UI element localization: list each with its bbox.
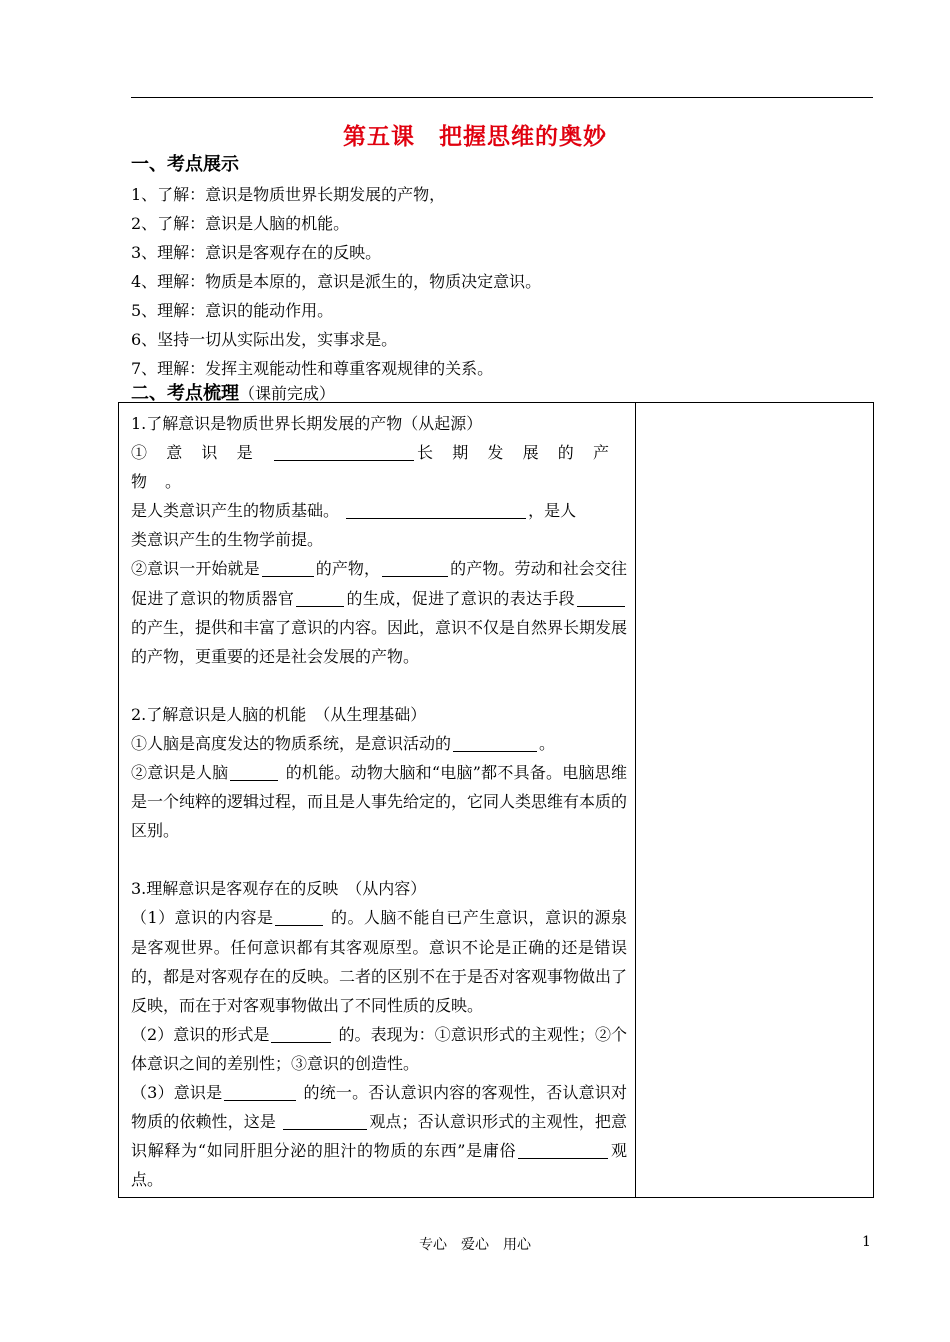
list-item: 6、坚持一切从实际出发，实事求是。	[131, 330, 398, 349]
fill-blank[interactable]	[577, 590, 625, 607]
item-1-heading: 1.了解意识是物质世界长期发展的产物（从起源）	[131, 414, 483, 433]
item-1-a-line2: 是人类意识产生的物质基础。	[131, 501, 340, 521]
section-2-heading-text: 二、考点梳理	[131, 383, 239, 404]
worksheet-left-cell	[131, 409, 627, 1194]
section-heading-exam-points	[131, 150, 239, 176]
item-2-b-text: ②意识是人脑	[131, 763, 229, 783]
item-3-a-text: 的。人脑不能自已产生意识，意识的源泉是客观世界。任何意识都有其客观原型。意识不论是正确的还是错误的，都是对客观存在的反映。二者的区别不在于是否对客观事物做出了反映，而在于对客观事物做出了不同性质的反映。	[131, 908, 628, 1015]
fill-blank[interactable]	[274, 444, 414, 461]
item-2-a	[131, 729, 627, 758]
list-item: 4、理解：物质是本原的，意识是派生的，物质决定意识。	[131, 272, 542, 291]
fill-blank[interactable]	[262, 560, 314, 577]
fill-blank[interactable]	[275, 909, 323, 926]
item-1-a-line3: 类意识产生的生物学前提。	[131, 530, 324, 550]
item-2-a-text: ①人脑是高度发达的物质系统，是意识活动的	[131, 733, 452, 753]
list-item: 5、理解：意识的能动作用。	[131, 301, 334, 320]
exam-point-list	[131, 180, 541, 383]
fill-blank[interactable]	[230, 764, 278, 781]
item-2-heading: 2.了解意识是人脑的机能 （从生理基础）	[131, 704, 427, 724]
item-1-b	[131, 554, 627, 670]
item-3-a	[131, 903, 627, 1019]
fill-blank[interactable]	[453, 735, 537, 752]
item-3-c-text: 观点；否认意识形式的主观性，把意识解释为“如同肝胆分泌的胆汁的物质的东西”是庸俗	[131, 1112, 627, 1161]
item-3-b-text: （2）意识的形式是	[131, 1024, 270, 1044]
list-item: 2、了解：意识是人脑的机能。	[131, 214, 350, 233]
item-3-heading: 3.理解意识是客观存在的反映 （从内容）	[131, 879, 427, 899]
paragraph-gap	[131, 845, 627, 874]
paragraph-gap	[131, 671, 627, 700]
item-1-b-text: 的产生，提供和丰富了意识的内容。因此，意识不仅是自然界长期发展的产物，更重要的还是社会发展的产物。	[131, 617, 628, 666]
list-item: 1、了解：意识是物质世界长期发展的产物，	[131, 185, 446, 204]
item-1-a-text-2: 长期发展的产物。	[131, 443, 627, 492]
item-1-b-text: 的生成，促进了意识的表达手段	[346, 588, 575, 608]
item-1-a	[131, 438, 627, 554]
item-3-c-text: 观点。	[131, 1141, 627, 1190]
section-1-heading-text: 一、考点展示	[131, 154, 239, 175]
fill-blank[interactable]	[271, 1026, 331, 1043]
section-2-note: （课前完成）	[239, 384, 336, 403]
fill-blank[interactable]	[283, 1113, 367, 1130]
page-footer: 专心 爱心 用心	[419, 1237, 531, 1253]
list-item: 3、理解：意识是客观存在的反映。	[131, 243, 382, 262]
page-number: 1	[862, 1234, 871, 1250]
item-1-b-text: 的产物。劳动和社会交往促进了意识的物质器官	[131, 559, 627, 608]
item-1-a-text: ①意识是	[131, 443, 272, 463]
item-3-b	[131, 1020, 627, 1078]
item-1-b-text: ②意识一开始就是	[131, 559, 260, 579]
item-3-c-text: （3）意识是	[131, 1082, 223, 1102]
worksheet-table	[118, 402, 874, 1198]
item-1-a-line2-end: ，是人	[528, 501, 577, 521]
list-item: 7、理解：发挥主观能动性和尊重客观规律的关系。	[131, 359, 494, 378]
item-3-a-text: （1）意识的内容是	[131, 908, 274, 928]
item-1-b-text: 的产物，	[315, 559, 381, 579]
page-title: 第五课 把握思维的奥妙	[343, 124, 607, 150]
fill-blank[interactable]	[296, 590, 344, 607]
item-2-b	[131, 758, 627, 845]
item-3-c-text: 的统一。否认意识内容的客观性，否认意识对物质的依赖性，这是	[131, 1082, 627, 1132]
item-2-a-text: 。	[539, 733, 556, 753]
item-2-b-text: 的机能。动物大脑和“电脑”都不具备。电脑思维是一个纯粹的逻辑过程，而且是人事先给定的，它同人类思维有本质的区别。	[131, 763, 628, 841]
fill-blank[interactable]	[224, 1084, 296, 1101]
item-3-c	[131, 1078, 627, 1194]
fill-blank[interactable]	[518, 1142, 608, 1159]
fill-blank[interactable]	[346, 502, 526, 519]
item-3-b-text: 的。表现为：①意识形式的主观性；②个体意识之间的差别性；③意识的创造性。	[131, 1024, 627, 1073]
fill-blank[interactable]	[382, 560, 448, 577]
header-rule	[131, 97, 873, 98]
worksheet-right-cell[interactable]	[636, 403, 873, 1197]
